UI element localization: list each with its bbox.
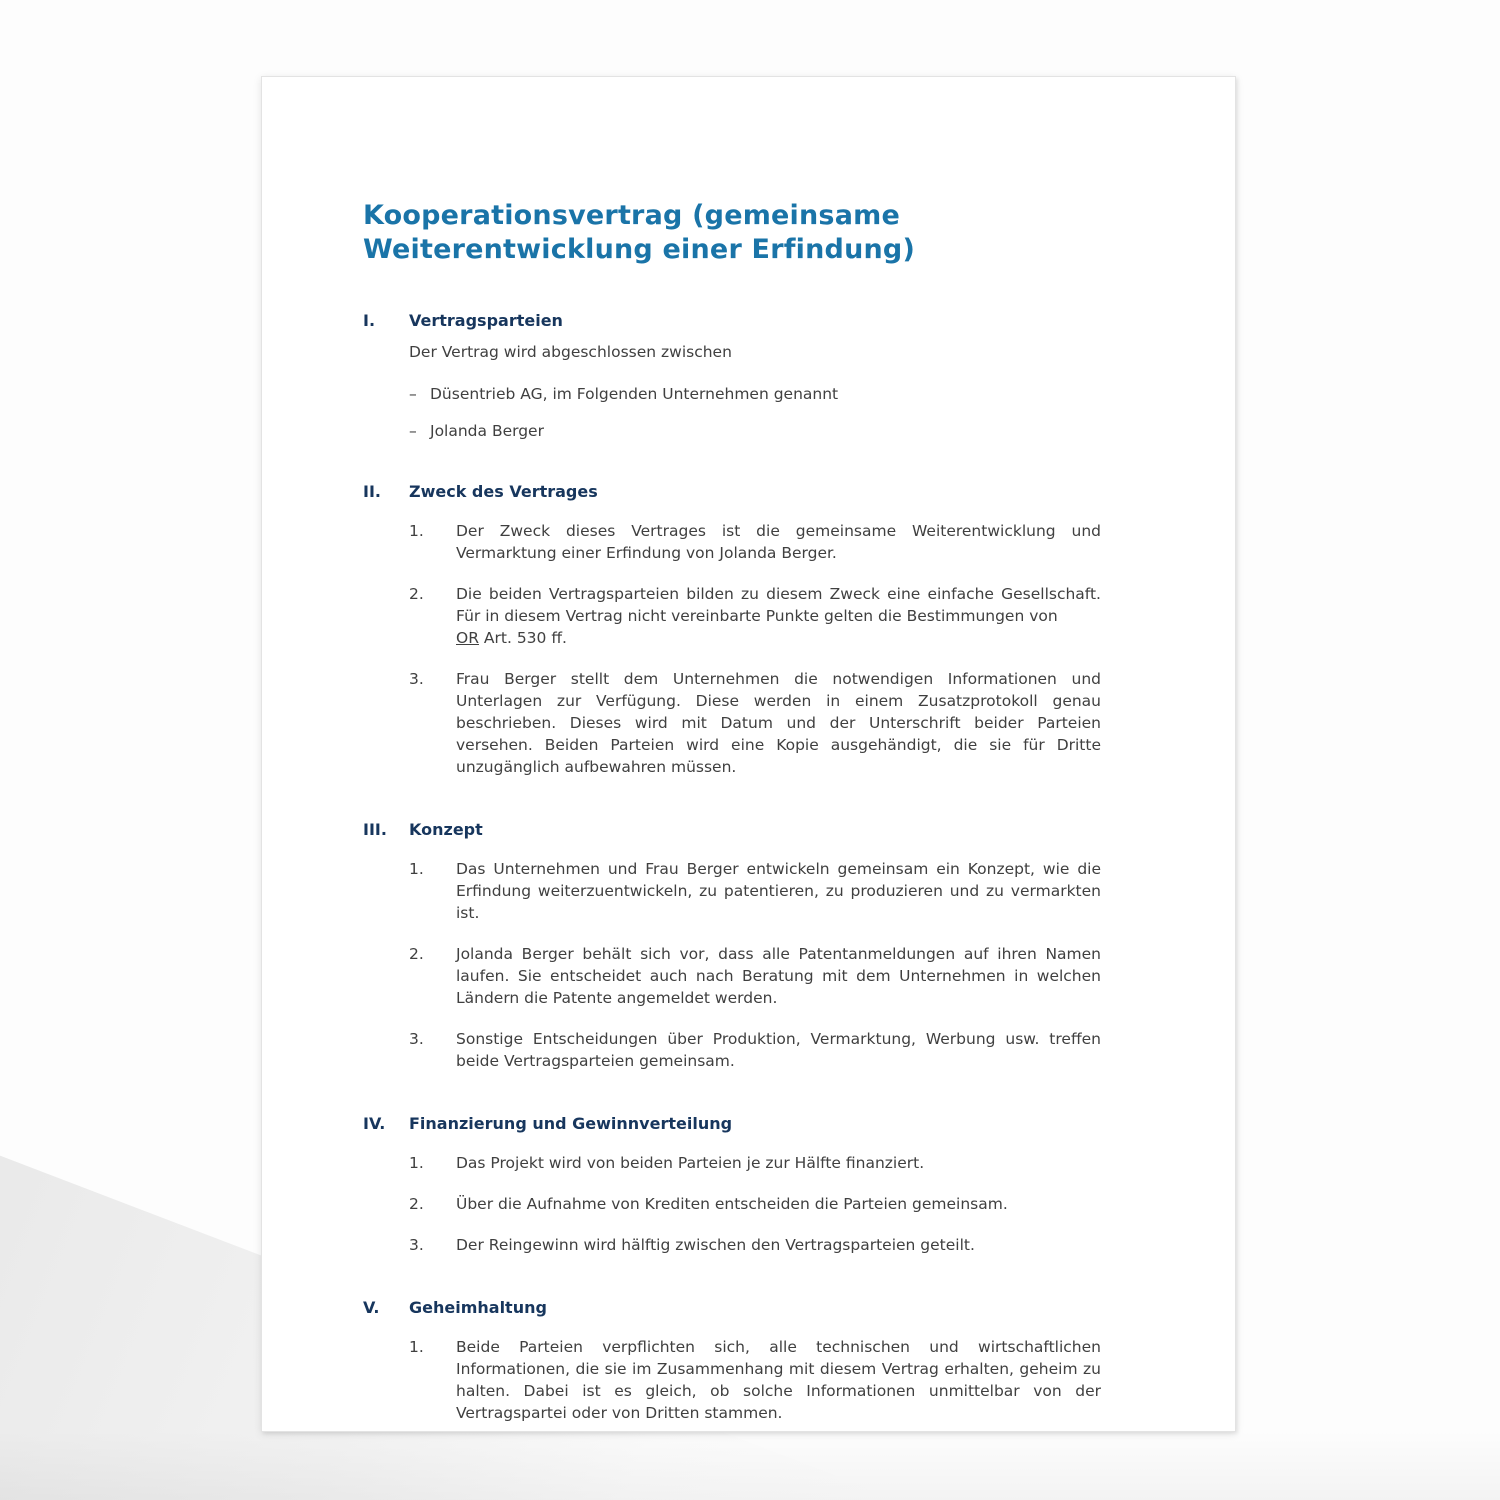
numbered-item (409, 1193, 1135, 1215)
list-item (409, 385, 1135, 403)
section-heading-label: Zweck des Vertrages (409, 481, 598, 501)
section-konzept (363, 820, 1135, 1072)
numbered-item (409, 858, 1135, 924)
numbered-item (409, 583, 1135, 649)
bullet-dash: – (409, 421, 417, 440)
section-numeral: IV. (363, 1113, 386, 1133)
section-numeral: I. (363, 310, 376, 330)
section-heading (363, 820, 1135, 839)
item-text-suffix: Art. 530 ff. (478, 628, 567, 647)
item-text: Beide Parteien verpflichten sich, alle technischen und wirtschaftlichen Informationen, die sie im Zusammenhang mit diesem Vertrag erhalten, geheim zu halten. Dabei ist es gleich, ob solche Informationen unmittelbar von der Vertragspartei oder von Dritten stammen. (456, 1337, 1101, 1422)
item-text: Der Reingewinn wird hälftig zwischen den Vertragsparteien geteilt. (456, 1235, 975, 1254)
section-heading-label: Vertragsparteien (409, 310, 563, 330)
item-number: 1. (409, 1153, 424, 1172)
section-heading-label: Konzept (409, 819, 483, 839)
item-number: 2. (409, 584, 424, 603)
section-geheimhaltung (363, 1298, 1135, 1424)
document-page (261, 76, 1236, 1432)
section-numeral: V. (363, 1297, 380, 1317)
item-text: Jolanda Berger behält sich vor, dass alle Patentanmeldungen auf ihren Namen laufen. Sie entscheidet auch nach Beratung mit dem Unternehmen in welchen Ländern die Patente angemeldet werden. (456, 944, 1101, 1007)
section-heading (363, 311, 1135, 330)
document-title: Kooperationsvertrag (gemeinsame Weiterentwicklung einer Erfindung) (363, 200, 915, 265)
section-finanzierung (363, 1114, 1135, 1256)
numbered-item (409, 668, 1135, 778)
numbered-item (409, 1028, 1135, 1072)
bullet-dash: – (409, 384, 417, 403)
item-number: 1. (409, 521, 424, 540)
item-text-part: Die beiden Vertragsparteien bilden zu diesem Zweck eine einfache Gesellschaft. Für in diesem Vertrag nicht vereinbarte Punkte gelten die Bestimmungen von (456, 584, 1101, 625)
item-text (456, 583, 1101, 649)
item-number: 3. (409, 1235, 424, 1254)
item-number: 2. (409, 1194, 424, 1213)
item-number: 1. (409, 1337, 424, 1356)
background-bottom-shade (0, 1430, 1500, 1500)
item-text: Über die Aufnahme von Krediten entscheiden die Parteien gemeinsam. (456, 1194, 1008, 1213)
section-heading (363, 1298, 1135, 1317)
item-text: Frau Berger stellt dem Unternehmen die notwendigen Informationen und Unterlagen zur Verfügung. Diese werden in einem Zusatzprotokoll genau beschrieben. Dieses wird mit Datum und der Unterschrift beider Parteien versehen. Beiden Parteien wird eine Kopie ausgehändigt, die sie für Dritte unzugänglich aufbewahren müssen. (456, 669, 1101, 776)
item-text: Das Unternehmen und Frau Berger entwickeln gemeinsam ein Konzept, wie die Erfindung weiterzuentwickeln, zu patentieren, zu produzieren und zu vermarkten ist. (456, 859, 1101, 922)
numbered-item (409, 1152, 1135, 1174)
section-numeral: II. (363, 481, 381, 501)
underlined-term: OR (456, 628, 479, 647)
item-number: 1. (409, 859, 424, 878)
section-heading (363, 1114, 1135, 1133)
section-intro-text: Der Vertrag wird abgeschlossen zwischen (409, 342, 732, 361)
section-numeral: III. (363, 819, 387, 839)
section-vertragsparteien (363, 311, 1135, 440)
list-item (409, 422, 1135, 440)
section-zweck-des-vertrages (363, 482, 1135, 778)
numbered-item (409, 943, 1135, 1009)
numbered-item (409, 1234, 1135, 1256)
section-heading (363, 482, 1135, 501)
item-text: Der Zweck dieses Vertrages ist die gemeinsame Weiterentwicklung und Vermarktung einer Erfindung von Jolanda Berger. (456, 521, 1101, 562)
bullet-text: Düsentrieb AG, im Folgenden Unternehmen genannt (430, 384, 839, 403)
item-text: Das Projekt wird von beiden Parteien je zur Hälfte finanziert. (456, 1153, 925, 1172)
numbered-item (409, 520, 1135, 564)
section-heading-label: Geheimhaltung (409, 1297, 547, 1317)
numbered-item (409, 1336, 1135, 1424)
item-number: 2. (409, 944, 424, 963)
section-heading-label: Finanzierung und Gewinnverteilung (409, 1113, 733, 1133)
bullet-text: Jolanda Berger (430, 421, 544, 440)
item-text: Sonstige Entscheidungen über Produktion, Vermarktung, Werbung usw. treffen beide Vertragsparteien gemeinsam. (456, 1029, 1101, 1070)
item-number: 3. (409, 669, 424, 688)
item-number: 3. (409, 1029, 424, 1048)
